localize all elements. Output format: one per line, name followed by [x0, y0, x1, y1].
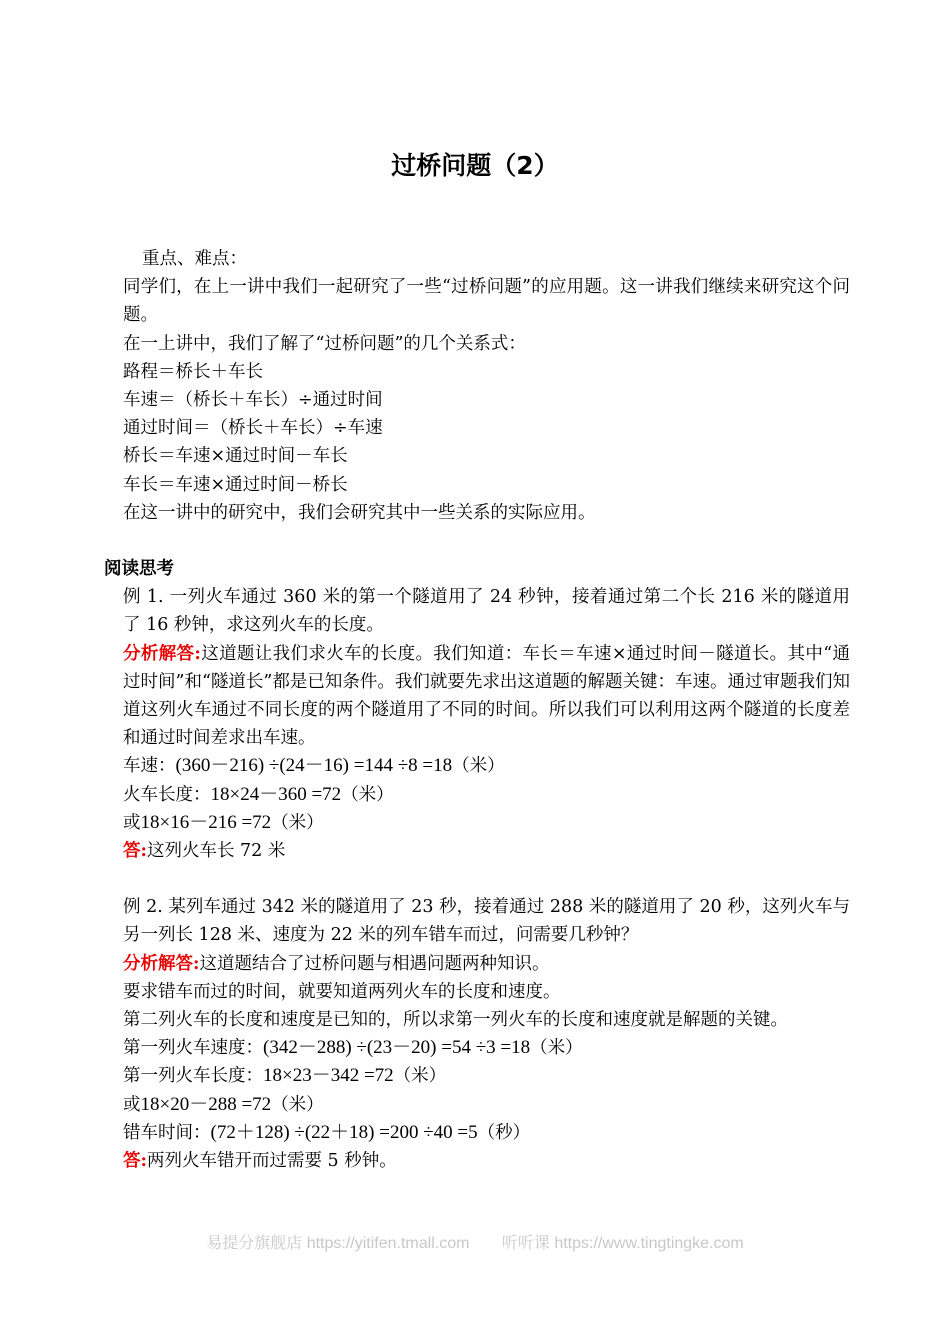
- length-unit: （米）: [393, 1066, 447, 1087]
- example2-answer: [104, 1147, 850, 1175]
- speed-label: 车速：: [123, 756, 176, 777]
- time-formula: (72＋128) ÷(22＋18) =200 ÷40 =5: [210, 1121, 478, 1143]
- answer-text: 这列火车长 72 米: [146, 841, 286, 862]
- time-label: 错车时间：: [123, 1122, 211, 1143]
- length-label: 第一列火车长度：: [123, 1066, 263, 1087]
- relation-item: 路程＝桥长＋车长: [123, 361, 263, 382]
- speed-unit: （米）: [452, 756, 505, 777]
- speed-formula: (360－216) ÷(24－16) =144 ÷8 =18: [175, 755, 453, 777]
- example1-answer: [104, 837, 850, 865]
- footer-left: 易提分旗舰店 https://yitifen.tmall.com: [206, 1235, 470, 1252]
- intro-closing: 在这一讲中的研究中，我们会研究其中一些关系的实际应用。: [123, 502, 596, 523]
- example2-question: 例 2. 某列车通过 342 米的隧道用了 23 秒，接着通过 288 米的隧道用了 20 秒，这列火车与另一列长 128 米、速度为 22 米的列车错车而过，问需要几秒钟？: [123, 897, 850, 946]
- alt-formula: 18×16－216 =72: [140, 811, 272, 833]
- alt-unit: （米）: [271, 1094, 324, 1115]
- footer-watermark: [0, 1230, 950, 1253]
- example2-alt: [104, 1091, 850, 1119]
- time-unit: （秒）: [477, 1122, 531, 1143]
- alt-unit: （米）: [271, 812, 324, 833]
- alt-label: 或: [123, 1094, 141, 1115]
- section-heading: 阅读思考: [104, 559, 174, 580]
- relations-intro: 在一上讲中，我们了解了“过桥问题”的几个关系式：: [123, 333, 526, 354]
- example1-length: [104, 781, 850, 809]
- answer-label: 答:: [123, 841, 147, 862]
- answer-label: 答:: [123, 1151, 147, 1172]
- example1-speed: [104, 752, 850, 780]
- analysis-text: 这道题让我们求火车的长度。我们知道：车长＝车速×通过时间－隧道长。其中“通过时间”和“隧道长”都是已知条件。我们就要先求出这道题的解题关键：车速。通过审题我们知道这列火车通过不同长度的两个隧道用了不同的时间。所以我们可以利用这两个隧道的长度差和通过时间差求出车速。: [123, 643, 850, 749]
- relation-item: 车速＝（桥长＋车长）÷通过时间: [123, 390, 383, 411]
- example2-speed: [104, 1034, 850, 1062]
- spacer: [104, 865, 850, 893]
- relation-item: 通过时间＝（桥长＋车长）÷车速: [123, 418, 383, 439]
- example1-analysis: [104, 640, 850, 753]
- analysis-label: 分析解答:: [123, 953, 200, 974]
- example2-analysis: [104, 950, 850, 978]
- document-body: [104, 245, 850, 1175]
- key-points-label: 重点、难点：: [142, 249, 247, 269]
- length-formula: 18×24－360 =72: [210, 783, 342, 805]
- length-unit: （米）: [341, 784, 394, 805]
- answer-text: 两列火车错开而过需要 5 秒钟。: [146, 1151, 397, 1172]
- intro-paragraph: 同学们，在上一讲中我们一起研究了一些“过桥问题”的应用题。这一讲我们继续来研究这个问题。: [123, 277, 850, 326]
- speed-unit: （米）: [530, 1038, 583, 1059]
- spacer: [104, 527, 850, 555]
- analysis-label: 分析解答:: [123, 643, 201, 664]
- example1-question: 例 1. 一列火车通过 360 米的第一个隧道用了 24 秒钟，接着通过第二个长 216 米的隧道用了 16 秒钟，求这列火车的长度。: [123, 587, 850, 636]
- length-label: 火车长度：: [123, 784, 211, 805]
- analysis-text: 这道题结合了过桥问题与相遇问题两种知识。: [199, 953, 550, 974]
- relation-item: 车长＝车速×通过时间－桥长: [123, 474, 348, 495]
- example2-length: [104, 1062, 850, 1090]
- page-title: 过桥问题（2）: [391, 151, 559, 180]
- example2-line: 要求错车而过的时间，就要知道两列火车的长度和速度。: [123, 981, 561, 1002]
- example1-alt: [104, 809, 850, 837]
- footer-right: 听听课 https://www.tingtingke.com: [501, 1235, 744, 1252]
- example2-line: 第二列火车的长度和速度是已知的，所以求第一列火车的长度和速度就是解题的关键。: [123, 1010, 788, 1031]
- relation-item: 桥长＝车速×通过时间－车长: [123, 446, 348, 467]
- alt-label: 或: [123, 812, 141, 833]
- length-formula: 18×23－342 =72: [263, 1065, 394, 1087]
- example2-time: [104, 1119, 850, 1147]
- alt-formula: 18×20－288 =72: [140, 1093, 272, 1115]
- speed-formula: (342－288) ÷(23－20) =54 ÷3 =18: [263, 1037, 531, 1059]
- speed-label: 第一列火车速度：: [123, 1038, 263, 1059]
